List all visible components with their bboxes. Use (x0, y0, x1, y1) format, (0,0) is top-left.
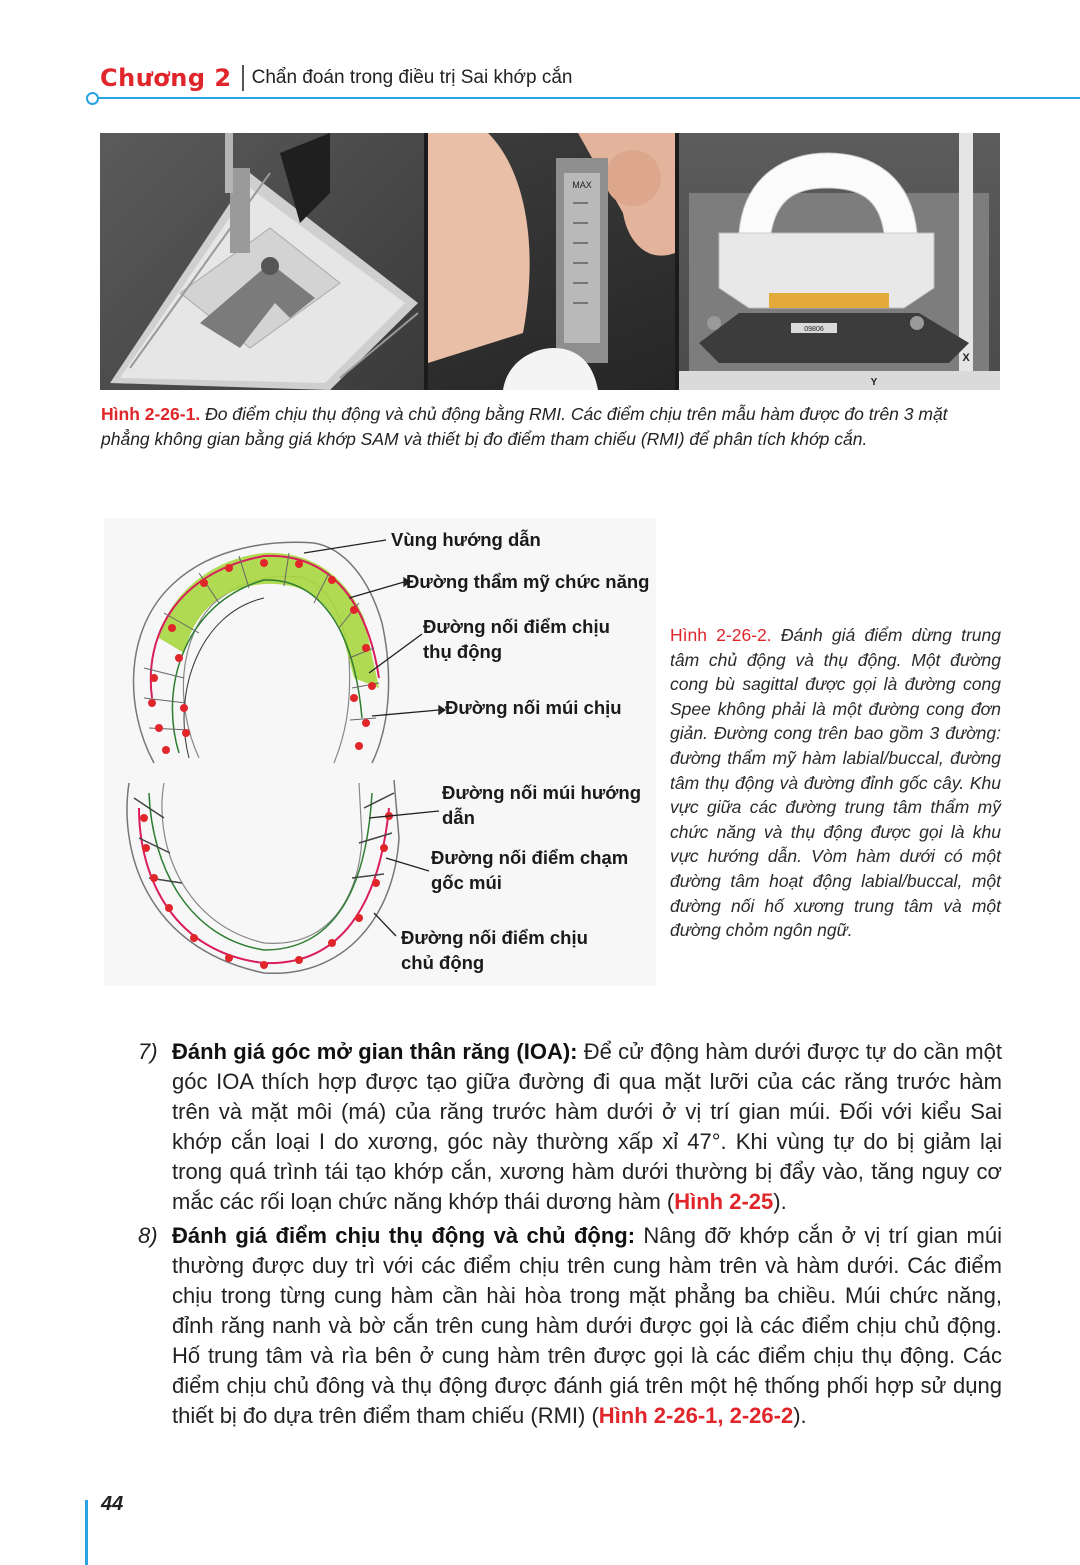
list-item-end: ). (773, 1189, 787, 1214)
header-rule-dot (86, 92, 99, 105)
figure-2-26-2-label: Hình 2-26-2. (670, 625, 772, 645)
list-item-body: Để cử động hàm dưới được tự do cần một góc IOA thích hợp được tạo giữa đường đi qua mặt lưỡi của các răng trước hàm trên và mặt môi (má) của răng trước hàm dưới ở vị trí gian múi. Đối với kiểu Sai khớp cắn loại I do xương, góc này thường xấp xỉ 47°. Khi vùng tự do bị giảm lại trong quá trình tái tạo khớp cắn, xương hàm dưới thường bị đẩy vào, tăng nguy cơ mắc các rối loạn chức năng khớp thái dương hàm ( (172, 1039, 1002, 1214)
chapter-header (100, 62, 572, 94)
axis-x-label: X (962, 352, 970, 364)
header-separator (242, 65, 244, 91)
photo-rmi-device (100, 133, 424, 390)
list-item-end: ). (793, 1403, 807, 1428)
page-number-bar (85, 1500, 88, 1565)
list-item-7 (138, 1037, 1002, 1217)
figure-2-26-1-caption (101, 402, 1001, 452)
figure-2-26-1-label: Hình 2-26-1. (101, 404, 201, 424)
list-item-text (172, 1221, 1002, 1431)
list-item-8 (138, 1221, 1002, 1431)
label-active-contact-line: Đường nối điểm chịu chủ động (401, 927, 588, 973)
label-bearing-cusp-line: Đường nối múi chịu (445, 697, 622, 718)
figure-2-26-2-diagram (104, 518, 656, 986)
figure-2-26-2-caption-text: Đánh giá điểm dừng trung tâm chủ động và thụ động. Một đường cong bù sagittal được gọi là đường cong Spee không phải là một đường cong đơn giản. Đường cong trên bao gồm 3 đường: đường thẩm mỹ hàm labial/buccal, đường tâm thụ động và đường đỉnh gốc cây. Khu vực giữa các đường trung tâm thẩm mỹ chức năng và thụ động được gọi là khu vực hướng dẫn. Vòm hàm dưới có một đường tâm hoạt động labial/buccal, một đường nối hố xương trung tâm và một đường chỏm ngôn ngữ. (670, 625, 1002, 941)
figure-2-26-1-caption-text: Đo điểm chịu thụ động và chủ động bằng RMI. Các điểm chịu trên mẫu hàm được đo trên 3 mặt phẳng không gian bằng giá khớp SAM và thiết bị đo điểm tham chiếu (RMI) để phân tích khớp cắn. (101, 404, 948, 449)
figure-reference: Hình 2-26-1, 2-26-2 (598, 1403, 794, 1428)
header-rule (96, 97, 1080, 99)
list-item-body: Nâng đỡ khớp cắn ở vị trí gian múi thường được duy trì với các điểm chịu trên cung hàm trên và hàm dưới. Các điểm chịu trong từng cung hàm cần hài hòa trong mặt phẳng ba chiều. Múi chức năng, đỉnh răng nanh và bờ cắn trên cung hàm dưới được gọi là các điểm chịu chủ động. Hố trung tâm và rìa bên ở cung hàm trên được gọi là các điểm chịu thụ động. Các điểm chịu chủ đông và thụ động được đánh giá trên một hệ thống phối hợp sử dụng thiết bị đo dựa trên điểm tham chiếu (RMI) ( (172, 1223, 1002, 1428)
label-cusp-base-line: Đường nối điểm chạm gốc múi (431, 847, 629, 893)
list-item-heading: Đánh giá điểm chịu thụ động và chủ động: (172, 1223, 636, 1248)
axis-y-label: Y (870, 377, 878, 388)
serial-number: 09806 (804, 326, 824, 333)
figure-2-26-2-caption (670, 623, 1001, 943)
label-guiding-cusp-line: Đường nối múi hướng dẫn (442, 782, 642, 828)
label-passive-contact-line: Đường nối điểm chịu thụ động (423, 616, 610, 662)
label-guide-zone: Vùng hướng dẫn (391, 529, 541, 550)
photo-measuring-gauge (428, 133, 675, 390)
label-functional-aesthetic-line: Đường thẩm mỹ chức năng (406, 571, 650, 592)
list-item-number: 7) (138, 1039, 158, 1064)
chapter-label: Chương 2 (100, 64, 232, 92)
photo-dental-cast (679, 133, 1000, 390)
list-item-heading: Đánh giá góc mở gian thân răng (IOA): (172, 1039, 578, 1064)
gauge-max-label: MAX (572, 180, 592, 190)
figure-2-26-1-photos (100, 133, 1000, 390)
list-item-text (172, 1037, 1002, 1217)
figure-reference: Hình 2-25 (674, 1189, 774, 1214)
chapter-title: Chẩn đoán trong điều trị Sai khớp cắn (251, 67, 573, 88)
list-item-number: 8) (138, 1223, 158, 1248)
page-number: 44 (101, 1493, 124, 1515)
